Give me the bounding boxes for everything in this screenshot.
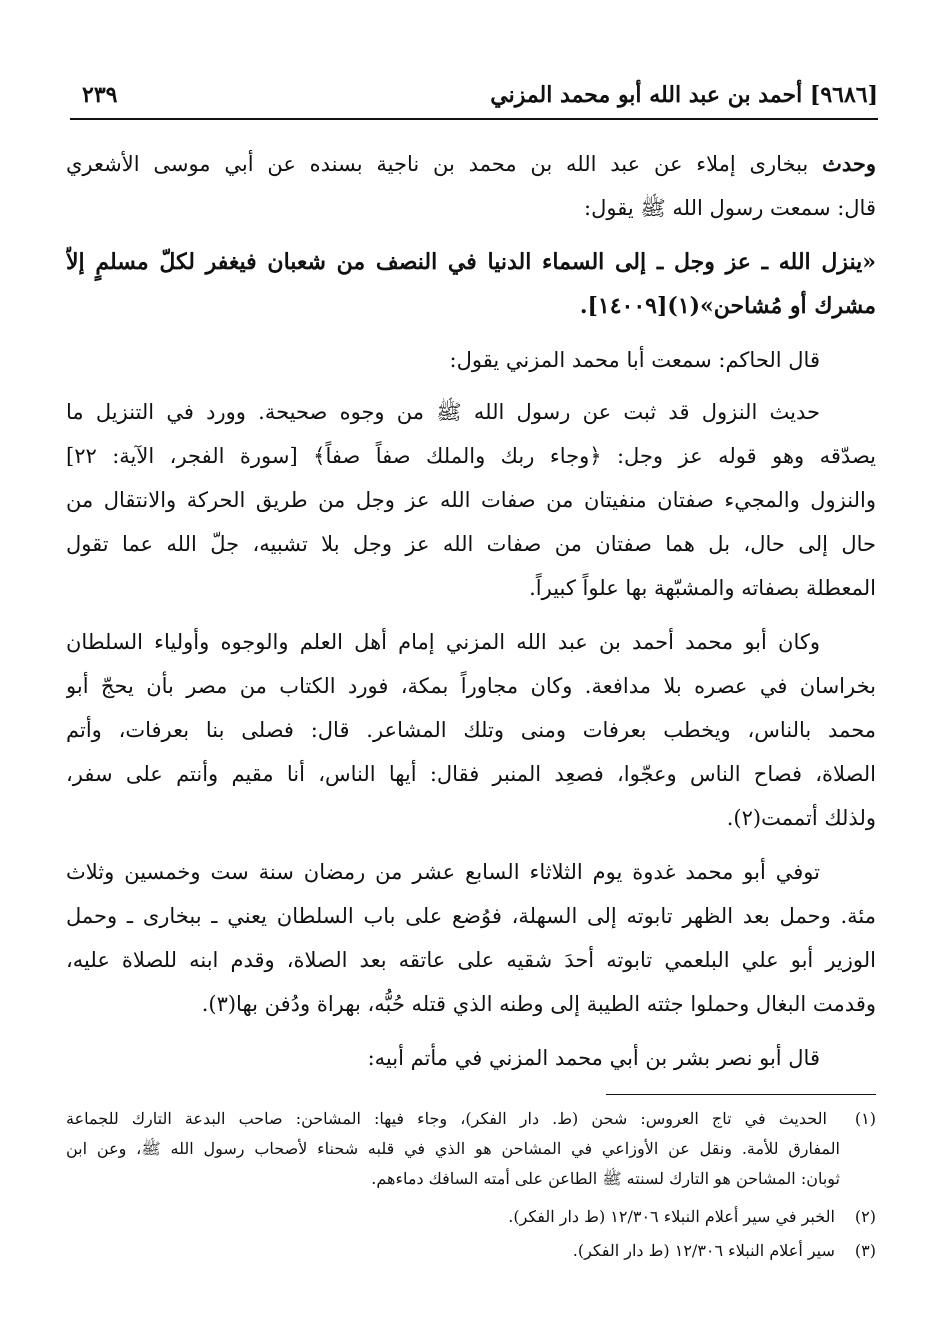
- footnote-line: (١) الحديث في تاج العروس: شحن (ط. دار الفكر)، وجاء فيها: المشاحن: صاحب البدعة التارك للجماعة: [66, 1104, 876, 1134]
- page-header: [70, 76, 878, 120]
- text-line: الصلاة، فصاح الناس وعجّوا، فصعِد المنبر فقال: أيها الناس، أنا مقيم وأنتم على سفر،: [66, 762, 876, 786]
- running-title: [٩٦٨٦] أحمد بن عبد الله أبو محمد المزني: [490, 82, 878, 108]
- footnote-line: المفارق للأمة. ونقل عن الأوزاعي في المشاحن هو الذي في قلبه شحناء لأصحاب رسول الله ﷺ، وعن ابن: [66, 1139, 840, 1158]
- footnote-number: (٢): [854, 1207, 876, 1226]
- text-line: وقدمت البغال وحملوا جثته الطيبة إلى وطنه الذي قتله حُبُّه، بهراة ودُفن بها(٣).: [201, 992, 876, 1016]
- text-line: حديث النزول قد ثبت عن رسول الله ﷺ من وجوه صحيحة. وورد في التنزيل ما: [66, 400, 820, 424]
- footnote-number: (١): [854, 1109, 876, 1128]
- hadith-text-line: مشرك أو مُشاحن»(١)[١٤٠٠٩].: [579, 293, 876, 319]
- text-line: الوزير أبو علي البلعمي تابوته أحدَ شقيه على عاتقه بعد الصلاة، وقدم ابنه للصلاة عليه،: [66, 948, 876, 972]
- text-line: وكان أبو محمد أحمد بن عبد الله المزني إمام أهل العلم والوجوه وأولياء السلطان: [66, 630, 820, 654]
- footnote-number: (٣): [854, 1241, 876, 1260]
- footnote-line: ثوبان: المشاحن هو التارك لسنته ﷺ الطاعن على أمته السافك دماءهم.: [371, 1169, 840, 1188]
- text-line: المعطلة بصفاته والمشبّهة بها علواً كبيراً.: [529, 576, 876, 600]
- text-line: والنزول والمجيء صفتان منفيتان من صفات الله عز وجل من طريق الحركة والانتقال من: [66, 488, 876, 512]
- footnote-line: (٣) سير أعلام النبلاء ١٢/٣٠٦ (ط دار الفكر).: [66, 1236, 876, 1266]
- text-line: توفي أبو محمد غدوة يوم الثلاثاء السابع عشر من رمضان سنة ست وخمسين وثلاث: [66, 860, 820, 884]
- text-line: قال أبو نصر بشر بن أبي محمد المزني في مأتم أبيه:: [367, 1046, 820, 1070]
- text-line: قال الحاكم: سمعت أبا محمد المزني يقول:: [449, 348, 820, 372]
- hadith-text-line: «ينزل الله ـ عز وجل ـ إلى السماء الدنيا في النصف من شعبان فيغفر لكلّ مسلمٍ إلاّ: [66, 249, 876, 275]
- text-line: يصدّقه وهو قوله عز وجل: ﴿وجاء ربك والملك صفاً صفاً﴾ [سورة الفجر، الآية: ٢٢]: [66, 444, 876, 468]
- text-line: وحدث ببخارى إملاء عن عبد الله بن محمد بن ناجية بسنده عن أبي موسى الأشعري: [66, 151, 876, 176]
- text-line: حال إلى حال، بل هما صفتان من صفات الله عز وجل بلا تشبيه، جلّ الله عما تقول: [66, 532, 876, 556]
- footnote-separator: [606, 1094, 876, 1095]
- text-line: قال: سمعت رسول الله ﷺ يقول:: [584, 196, 876, 220]
- lead-word: وحدث: [822, 151, 876, 176]
- page-number: ٢٣٩: [82, 82, 118, 108]
- text-line: ولذلك أتممت(٢).: [726, 806, 876, 830]
- text-line: مئة. وحمل بعد الظهر تابوته إلى السهلة، فوُضع على باب السلطان يعني ـ ببخارى ـ وحمل: [66, 904, 876, 928]
- text-line: بخراسان في عصره بلا مدافعة. وكان مجاوراً بمكة، فورد الكتاب من مصر بأن يحجّ أبو: [66, 674, 876, 698]
- text-line: محمد بالناس، ويخطب بعرفات ومنى وتلك المشاعر. قال: فصلى بنا بعرفات، وأتم: [66, 718, 876, 742]
- footnote-line: (٢) الخبر في سير أعلام النبلاء ١٢/٣٠٦ (ط دار الفكر).: [66, 1202, 876, 1232]
